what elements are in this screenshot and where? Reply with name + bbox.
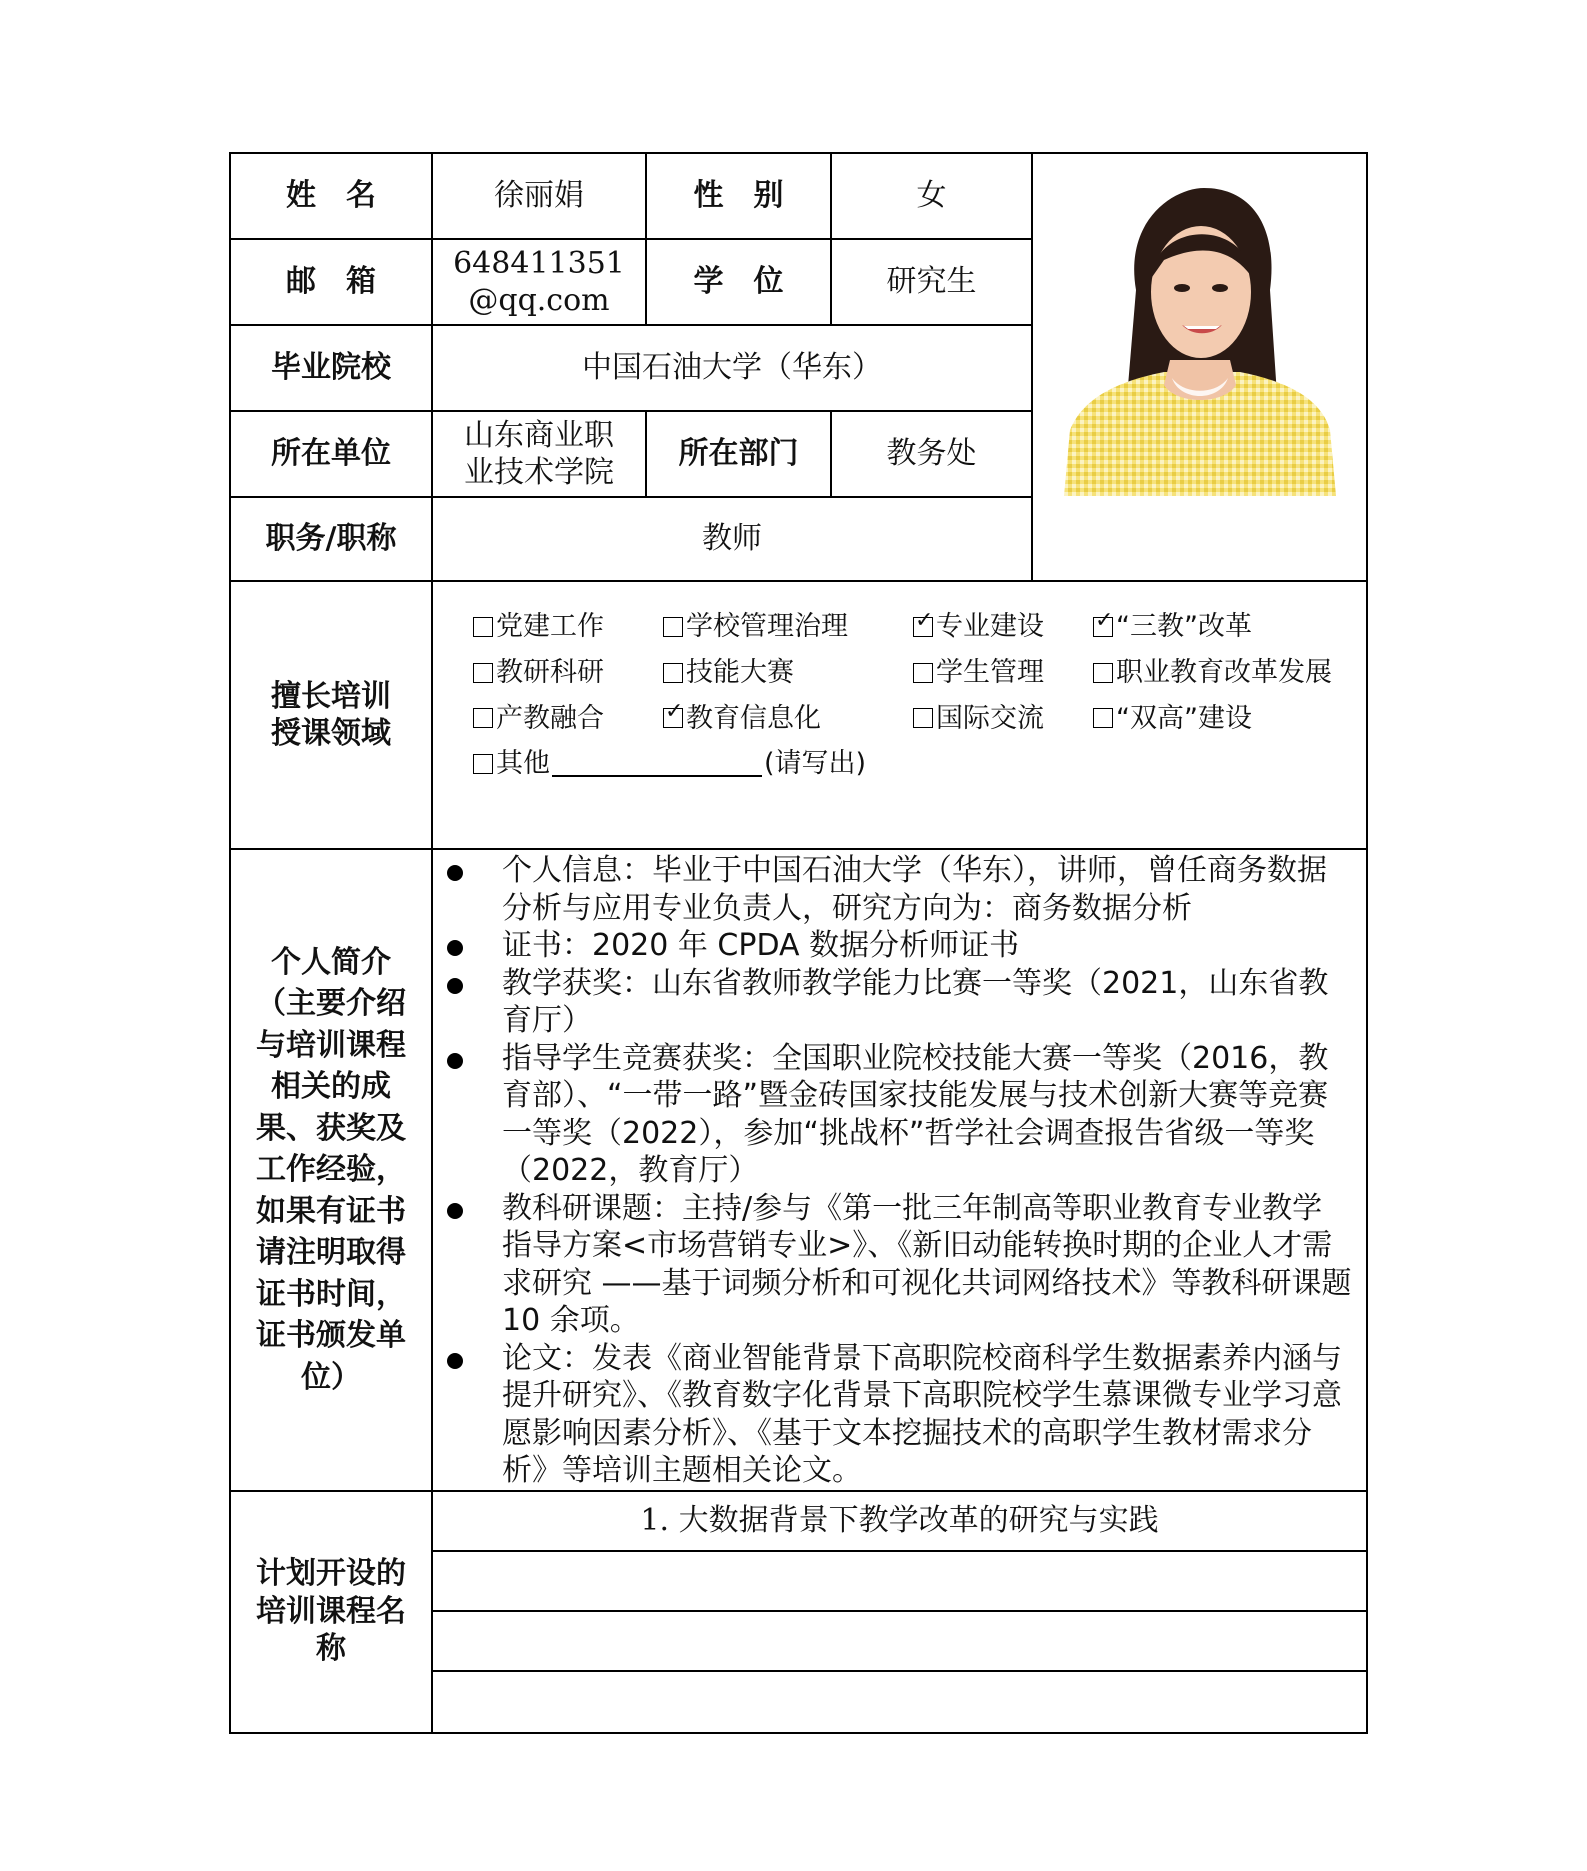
area-other-label: 其他 bbox=[496, 748, 550, 780]
intro-text: 教学获奖：山东省教师教学能力比赛一等奖（2021，山东省教育厅） bbox=[502, 965, 1329, 1038]
area-item[interactable] bbox=[1093, 610, 1363, 644]
intro-list bbox=[433, 852, 1352, 1490]
area-item-label: 学生管理 bbox=[936, 656, 1044, 688]
checkbox-icon[interactable] bbox=[473, 663, 493, 683]
area-item[interactable] bbox=[913, 656, 1093, 690]
intro-list-item bbox=[433, 965, 1352, 1040]
degree-label: 学 位 bbox=[646, 239, 831, 325]
intro-list-item bbox=[433, 1340, 1352, 1490]
area-item-label: “三教”改革 bbox=[1116, 611, 1252, 642]
course-row bbox=[432, 1551, 1367, 1611]
intro-text: 论文：发表《商业智能背景下高职院校商科学生数据素养内涵与提升研究》、《教育数字化背景下高职院校学生慕课微专业学习意愿影响因素分析》、《基于文本挖掘技术的高职学生教材需求分析》等培训主题相关论文。 bbox=[502, 1340, 1342, 1488]
intro-text: 个人信息：毕业于中国石油大学（华东），讲师，曾任商务数据分析与应用专业负责人，研究方向为：商务数据分析 bbox=[502, 853, 1327, 926]
area-item[interactable] bbox=[913, 610, 1093, 644]
checked-checkbox-icon[interactable] bbox=[663, 708, 683, 728]
email-line1: 648411351 bbox=[453, 245, 625, 281]
gender-value: 女 bbox=[831, 153, 1032, 239]
checkbox-icon[interactable] bbox=[1093, 708, 1113, 728]
portrait-photo bbox=[1064, 180, 1336, 496]
email-label: 邮 箱 bbox=[230, 239, 432, 325]
areas-cell bbox=[432, 581, 1367, 849]
intro-list-item bbox=[433, 1190, 1352, 1340]
intro-list-item bbox=[433, 852, 1352, 927]
course-row bbox=[432, 1671, 1367, 1733]
name-label: 姓 名 bbox=[230, 153, 432, 239]
dept-label: 所在部门 bbox=[646, 411, 831, 497]
title-label: 职务/职称 bbox=[230, 497, 432, 581]
name-value: 徐丽娟 bbox=[432, 153, 646, 239]
area-item-label: 党建工作 bbox=[496, 611, 604, 642]
bullet-icon bbox=[447, 978, 463, 994]
area-item-label: 技能大赛 bbox=[686, 656, 794, 688]
area-item[interactable] bbox=[473, 610, 663, 644]
dept-value: 教务处 bbox=[831, 411, 1032, 497]
checked-checkbox-icon[interactable] bbox=[913, 617, 933, 637]
intro-list-item bbox=[433, 927, 1352, 965]
checkbox-icon[interactable] bbox=[473, 617, 493, 637]
checkbox-icon[interactable] bbox=[473, 708, 493, 728]
unit-label: 所在单位 bbox=[230, 411, 432, 497]
checkbox-icon[interactable] bbox=[1093, 663, 1113, 683]
checkbox-icon[interactable] bbox=[913, 663, 933, 683]
intro-list-item bbox=[433, 1040, 1352, 1190]
school-value: 中国石油大学（华东） bbox=[432, 325, 1032, 411]
area-item-label: 学校管理治理 bbox=[686, 611, 848, 642]
areas-label: 擅长培训授课领域 bbox=[230, 581, 432, 849]
area-item-label: 产教融合 bbox=[496, 702, 604, 734]
other-blank-line[interactable] bbox=[552, 751, 762, 777]
email-value bbox=[432, 239, 646, 325]
checked-checkbox-icon[interactable] bbox=[1093, 617, 1113, 637]
checkbox-icon[interactable] bbox=[663, 663, 683, 683]
area-item[interactable] bbox=[663, 610, 913, 644]
courses-label: 计划开设的培训课程名称 bbox=[230, 1491, 432, 1733]
gender-label: 性 别 bbox=[646, 153, 831, 239]
course-row bbox=[432, 1611, 1367, 1671]
email-line2: @qq.com bbox=[468, 283, 610, 318]
areas-checkbox-grid bbox=[473, 610, 1366, 735]
course-row: 1. 大数据背景下教学改革的研究与实践 bbox=[432, 1491, 1367, 1551]
area-item-label: 国际交流 bbox=[936, 702, 1044, 734]
intro-text: 证书：2020 年 CPDA 数据分析师证书 bbox=[502, 928, 1020, 963]
area-item[interactable] bbox=[1093, 702, 1363, 736]
area-item[interactable] bbox=[663, 702, 913, 736]
area-item-label: 教育信息化 bbox=[686, 702, 821, 734]
area-item[interactable] bbox=[473, 656, 663, 690]
bullet-icon bbox=[447, 940, 463, 956]
intro-text: 指导学生竞赛获奖：全国职业院校技能大赛一等奖（2016，教育部）、“一带一路”暨金砖国家技能发展与技术创新大赛等竞赛一等奖（2022），参加“挑战杯”哲学社会调查报告省级一等奖（2022，教育厅） bbox=[502, 1040, 1329, 1188]
bullet-icon bbox=[447, 865, 463, 881]
area-other-suffix: (请写出) bbox=[764, 748, 867, 780]
checkbox-icon[interactable] bbox=[473, 754, 493, 774]
bullet-icon bbox=[447, 1053, 463, 1069]
area-item-label: 教研科研 bbox=[496, 656, 604, 688]
checkbox-icon[interactable] bbox=[663, 617, 683, 637]
intro-cell bbox=[432, 849, 1367, 1491]
area-item-label: “双高”建设 bbox=[1116, 702, 1252, 734]
degree-value: 研究生 bbox=[831, 239, 1032, 325]
area-item-label: 职业教育改革发展 bbox=[1116, 656, 1332, 688]
area-other[interactable] bbox=[473, 747, 1366, 781]
school-label: 毕业院校 bbox=[230, 325, 432, 411]
trainer-info-table bbox=[229, 152, 1368, 1734]
area-item[interactable] bbox=[1093, 656, 1363, 690]
bullet-icon bbox=[447, 1203, 463, 1219]
bullet-icon bbox=[447, 1353, 463, 1369]
photo-cell bbox=[1032, 153, 1367, 581]
unit-value: 山东商业职业技术学院 bbox=[432, 411, 646, 497]
area-item-label: 专业建设 bbox=[936, 611, 1044, 642]
area-item[interactable] bbox=[663, 656, 913, 690]
intro-label: 个人简介（主要介绍与培训课程相关的成果、获奖及工作经验，如果有证书请注明取得证书时间，证书颁发单位） bbox=[230, 849, 432, 1491]
intro-text: 教科研课题：主持/参与《第一批三年制高等职业教育专业教学指导方案<市场营销专业>》、《新旧动能转换时期的企业人才需求研究 ——基于词频分析和可视化共词网络技术》等教科研课题 10 余项。 bbox=[502, 1190, 1352, 1338]
title-value: 教师 bbox=[432, 497, 1032, 581]
checkbox-icon[interactable] bbox=[913, 708, 933, 728]
area-item[interactable] bbox=[473, 702, 663, 736]
area-item[interactable] bbox=[913, 702, 1093, 736]
